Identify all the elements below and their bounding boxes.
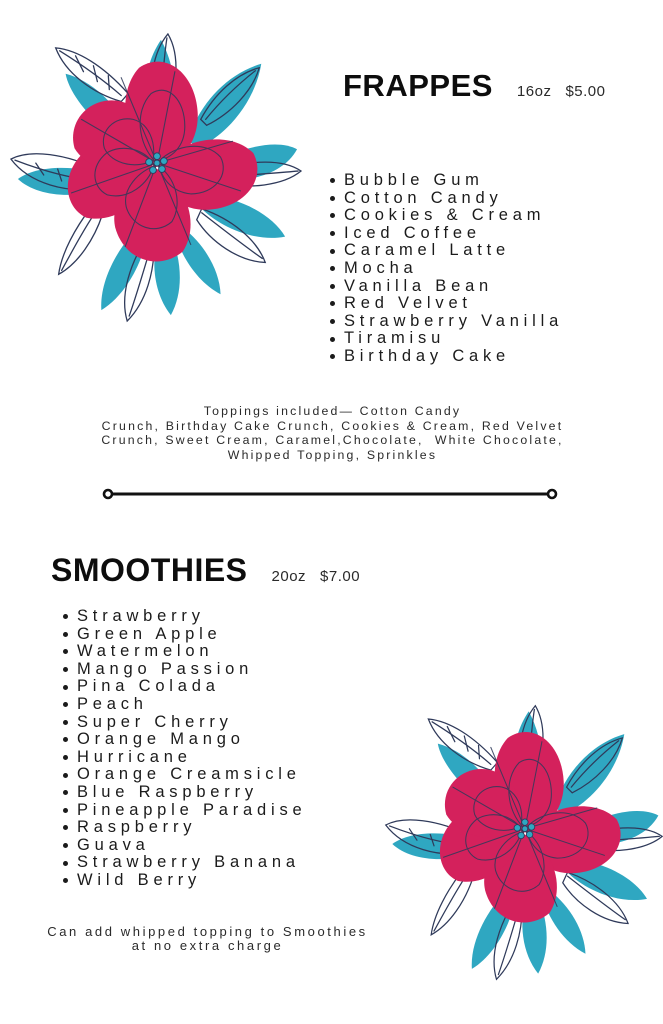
menu-item: Mango Passion — [63, 661, 307, 679]
note-line: Can add whipped topping to Smoothies — [47, 924, 368, 939]
frappes-header — [343, 68, 606, 104]
menu-item: Strawberry Vanilla — [330, 313, 563, 331]
menu-item: Raspberry — [63, 819, 307, 837]
menu-item: Vanilla Bean — [330, 278, 563, 296]
menu-item: Blue Raspberry — [63, 784, 307, 802]
menu-item: Tiramisu — [330, 330, 563, 348]
menu-item: Watermelon — [63, 643, 307, 661]
frappes-price: $5.00 — [565, 83, 606, 100]
menu-item: Peach — [63, 696, 307, 714]
menu-item: Strawberry Banana — [63, 854, 307, 872]
menu-item: Cotton Candy — [330, 190, 563, 208]
menu-item: Pina Colada — [63, 678, 307, 696]
note-line: Crunch, Sweet Cream, Caramel,Chocolate, White Chocolate, — [101, 433, 564, 447]
menu-item: Orange Creamsicle — [63, 766, 307, 784]
menu-item: Guava — [63, 837, 307, 855]
smoothies-size-price — [272, 568, 361, 585]
smoothies-size: 20oz — [271, 568, 307, 585]
section-divider — [102, 487, 558, 501]
note-line: at no extra charge — [131, 937, 284, 953]
frappes-size: 16oz — [516, 83, 552, 100]
menu-item: Mocha — [330, 260, 563, 278]
frappes-size-price — [517, 83, 606, 100]
menu-item: Cookies & Cream — [330, 207, 563, 225]
smoothies-price: $7.00 — [320, 568, 361, 585]
menu-item: Caramel Latte — [330, 242, 563, 260]
menu-item: Wild Berry — [63, 872, 307, 890]
smoothies-list — [63, 608, 307, 890]
note-line: Toppings included— Cotton Candy — [203, 404, 462, 418]
flower-illustration-top-left — [6, 24, 304, 332]
smoothies-header — [51, 552, 360, 589]
menu-item: Iced Coffee — [330, 225, 563, 243]
menu-item: Strawberry — [63, 608, 307, 626]
menu-item: Green Apple — [63, 626, 307, 644]
menu-item: Birthday Cake — [330, 348, 563, 366]
flower-illustration-bottom-right — [381, 696, 663, 990]
toppings-note — [60, 404, 605, 462]
smoothies-note — [15, 925, 400, 953]
frappes-list — [330, 172, 563, 366]
menu-item: Bubble Gum — [330, 172, 563, 190]
menu-item: Red Velvet — [330, 295, 563, 313]
menu-item: Super Cherry — [63, 714, 307, 732]
menu-item: Pineapple Paradise — [63, 802, 307, 820]
frappes-title: FRAPPES — [343, 68, 493, 103]
menu-item: Hurricane — [63, 749, 307, 767]
note-line: Whipped Topping, Sprinkles — [227, 447, 438, 462]
menu-item: Orange Mango — [63, 731, 307, 749]
smoothies-title: SMOOTHIES — [51, 552, 248, 588]
note-line: Crunch, Birthday Cake Crunch, Cookies & Cream, Red Velvet — [101, 418, 564, 433]
